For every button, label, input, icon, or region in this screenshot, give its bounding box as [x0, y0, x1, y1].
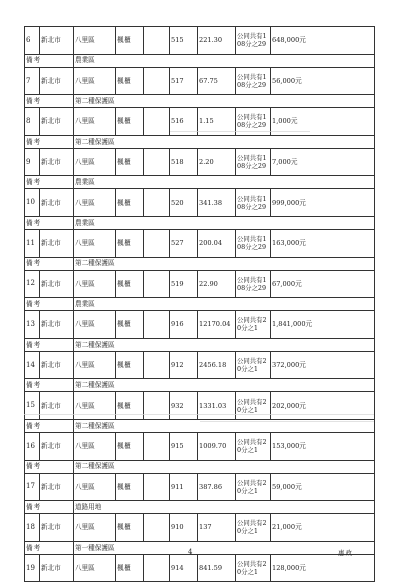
section-cell: 楓櫃 — [116, 311, 144, 339]
district-cell: 八里區 — [74, 148, 116, 176]
lot-number-cell: 519 — [170, 270, 198, 298]
district-cell: 八里區 — [74, 270, 116, 298]
lot-number-cell: 517 — [170, 67, 198, 95]
price-cell: 67,000元 — [271, 270, 375, 298]
scan-streak — [24, 414, 374, 415]
area-cell: 841.59 — [198, 554, 236, 582]
price-cell: 7,000元 — [271, 148, 375, 176]
subsection-cell — [144, 473, 170, 501]
row-number: 18 — [25, 514, 40, 542]
note-row — [25, 379, 375, 392]
section-cell: 楓櫃 — [116, 27, 144, 55]
district-cell: 八里區 — [74, 473, 116, 501]
ownership-share-cell: 公同共有108分之29 — [236, 229, 271, 257]
lot-number-cell: 911 — [170, 473, 198, 501]
land-parcel-table — [24, 26, 375, 582]
subsection-cell — [144, 270, 170, 298]
row-number: 13 — [25, 311, 40, 339]
district-cell: 八里區 — [74, 432, 116, 460]
table-row — [25, 514, 375, 542]
section-cell: 楓櫃 — [116, 392, 144, 420]
subsection-cell — [144, 392, 170, 420]
subsection-cell — [144, 27, 170, 55]
row-number: 9 — [25, 148, 40, 176]
ownership-share-cell: 公同共有20分之1 — [236, 311, 271, 339]
document-page — [24, 26, 374, 582]
city-cell: 新北市 — [40, 108, 74, 136]
note-value: 農業區 — [74, 298, 375, 311]
lot-number-cell: 518 — [170, 148, 198, 176]
ownership-share-cell: 公同共有20分之1 — [236, 514, 271, 542]
ownership-share-cell: 公同共有108分之29 — [236, 270, 271, 298]
note-value: 道路用地 — [74, 501, 375, 514]
area-cell: 1009.70 — [198, 432, 236, 460]
area-cell: 2.20 — [198, 148, 236, 176]
table-row — [25, 229, 375, 257]
lot-number-cell: 914 — [170, 554, 198, 582]
price-cell: 153,000元 — [271, 432, 375, 460]
table-row — [25, 148, 375, 176]
note-value: 第一種保護區 — [74, 541, 375, 554]
ownership-share-cell: 公同共有108分之29 — [236, 148, 271, 176]
note-label: 備考 — [25, 541, 74, 554]
note-row — [25, 460, 375, 473]
city-cell: 新北市 — [40, 148, 74, 176]
city-cell: 新北市 — [40, 473, 74, 501]
district-cell: 八里區 — [74, 554, 116, 582]
note-row — [25, 338, 375, 351]
section-cell: 楓櫃 — [116, 351, 144, 379]
district-cell: 八里區 — [74, 311, 116, 339]
section-cell: 楓櫃 — [116, 148, 144, 176]
ownership-share-cell: 公同共有108分之29 — [236, 27, 271, 55]
row-number: 6 — [25, 27, 40, 55]
table-row — [25, 554, 375, 582]
lot-number-cell: 916 — [170, 311, 198, 339]
lot-number-cell: 912 — [170, 351, 198, 379]
district-cell: 八里區 — [74, 189, 116, 217]
row-number: 14 — [25, 351, 40, 379]
table-row — [25, 351, 375, 379]
section-cell: 楓櫃 — [116, 108, 144, 136]
note-value: 農業區 — [74, 216, 375, 229]
subsection-cell — [144, 67, 170, 95]
subsection-cell — [144, 189, 170, 217]
city-cell: 新北市 — [40, 270, 74, 298]
note-value: 第二種保護區 — [74, 95, 375, 108]
note-value: 第二種保護區 — [74, 135, 375, 148]
note-row — [25, 135, 375, 148]
note-value: 第二種保護區 — [74, 379, 375, 392]
row-number: 7 — [25, 67, 40, 95]
row-number: 8 — [25, 108, 40, 136]
note-row — [25, 298, 375, 311]
note-label: 備考 — [25, 257, 74, 270]
subsection-cell — [144, 554, 170, 582]
section-cell: 楓櫃 — [116, 473, 144, 501]
lot-number-cell: 910 — [170, 514, 198, 542]
note-value: 農業區 — [74, 176, 375, 189]
price-cell: 1,000元 — [271, 108, 375, 136]
ownership-share-cell: 公同共有108分之29 — [236, 108, 271, 136]
district-cell: 八里區 — [74, 67, 116, 95]
price-cell: 56,000元 — [271, 67, 375, 95]
district-cell: 八里區 — [74, 392, 116, 420]
ownership-share-cell: 公同共有20分之1 — [236, 473, 271, 501]
section-cell: 楓櫃 — [116, 432, 144, 460]
table-row — [25, 392, 375, 420]
table-row — [25, 311, 375, 339]
city-cell: 新北市 — [40, 67, 74, 95]
lot-number-cell: 915 — [170, 432, 198, 460]
area-cell: 1.15 — [198, 108, 236, 136]
signature: 惠政 — [338, 549, 353, 557]
note-value: 第二種保護區 — [74, 419, 375, 432]
row-number: 15 — [25, 392, 40, 420]
city-cell: 新北市 — [40, 27, 74, 55]
ownership-share-cell: 公同共有20分之1 — [236, 554, 271, 582]
row-number: 11 — [25, 229, 40, 257]
area-cell: 387.86 — [198, 473, 236, 501]
page-number: 4 — [188, 548, 193, 556]
note-value: 第二種保護區 — [74, 338, 375, 351]
note-label: 備考 — [25, 419, 74, 432]
lot-number-cell: 515 — [170, 27, 198, 55]
district-cell: 八里區 — [74, 108, 116, 136]
note-label: 備考 — [25, 501, 74, 514]
price-cell: 999,000元 — [271, 189, 375, 217]
table-row — [25, 67, 375, 95]
price-cell: 59,000元 — [271, 473, 375, 501]
price-cell: 163,000元 — [271, 229, 375, 257]
subsection-cell — [144, 432, 170, 460]
note-label: 備考 — [25, 379, 74, 392]
note-label: 備考 — [25, 460, 74, 473]
note-row — [25, 501, 375, 514]
lot-number-cell: 520 — [170, 189, 198, 217]
area-cell: 137 — [198, 514, 236, 542]
note-value: 第二種保護區 — [74, 257, 375, 270]
city-cell: 新北市 — [40, 311, 74, 339]
scan-streak — [170, 131, 310, 132]
note-row — [25, 95, 375, 108]
ownership-share-cell: 公同共有20分之1 — [236, 351, 271, 379]
section-cell: 楓櫃 — [116, 554, 144, 582]
area-cell: 221.30 — [198, 27, 236, 55]
note-row — [25, 54, 375, 67]
area-cell: 1331.03 — [198, 392, 236, 420]
section-cell: 楓櫃 — [116, 270, 144, 298]
ownership-share-cell: 公同共有108分之29 — [236, 67, 271, 95]
section-cell: 楓櫃 — [116, 229, 144, 257]
table-row — [25, 432, 375, 460]
subsection-cell — [144, 514, 170, 542]
ownership-share-cell: 公同共有20分之1 — [236, 432, 271, 460]
district-cell: 八里區 — [74, 229, 116, 257]
price-cell: 128,000元 — [271, 554, 375, 582]
table-row — [25, 473, 375, 501]
price-cell: 202,000元 — [271, 392, 375, 420]
row-number: 17 — [25, 473, 40, 501]
district-cell: 八里區 — [74, 27, 116, 55]
city-cell: 新北市 — [40, 432, 74, 460]
subsection-cell — [144, 311, 170, 339]
row-number: 12 — [25, 270, 40, 298]
price-cell: 648,000元 — [271, 27, 375, 55]
section-cell: 楓櫃 — [116, 189, 144, 217]
price-cell: 21,000元 — [271, 514, 375, 542]
note-label: 備考 — [25, 338, 74, 351]
note-label: 備考 — [25, 298, 74, 311]
city-cell: 新北市 — [40, 554, 74, 582]
note-label: 備考 — [25, 176, 74, 189]
area-cell: 200.04 — [198, 229, 236, 257]
city-cell: 新北市 — [40, 229, 74, 257]
table-row — [25, 189, 375, 217]
row-number: 19 — [25, 554, 40, 582]
price-cell: 372,000元 — [271, 351, 375, 379]
scan-streak — [200, 421, 374, 422]
table-row — [25, 27, 375, 55]
note-row — [25, 257, 375, 270]
city-cell: 新北市 — [40, 514, 74, 542]
city-cell: 新北市 — [40, 189, 74, 217]
table-row — [25, 270, 375, 298]
note-label: 備考 — [25, 135, 74, 148]
ownership-share-cell: 公同共有20分之1 — [236, 392, 271, 420]
lot-number-cell: 527 — [170, 229, 198, 257]
section-cell: 楓櫃 — [116, 67, 144, 95]
note-value: 農業區 — [74, 54, 375, 67]
note-label: 備考 — [25, 95, 74, 108]
ownership-share-cell: 公同共有108分之29 — [236, 189, 271, 217]
area-cell: 67.75 — [198, 67, 236, 95]
subsection-cell — [144, 229, 170, 257]
row-number: 10 — [25, 189, 40, 217]
note-row — [25, 176, 375, 189]
note-row — [25, 216, 375, 229]
note-label: 備考 — [25, 54, 74, 67]
lot-number-cell: 516 — [170, 108, 198, 136]
section-cell: 楓櫃 — [116, 514, 144, 542]
note-value: 第二種保護區 — [74, 460, 375, 473]
area-cell: 341.38 — [198, 189, 236, 217]
subsection-cell — [144, 148, 170, 176]
area-cell: 22.90 — [198, 270, 236, 298]
city-cell: 新北市 — [40, 351, 74, 379]
subsection-cell — [144, 351, 170, 379]
row-number: 16 — [25, 432, 40, 460]
area-cell: 2456.18 — [198, 351, 236, 379]
price-cell: 1,841,000元 — [271, 311, 375, 339]
area-cell: 12170.04 — [198, 311, 236, 339]
city-cell: 新北市 — [40, 392, 74, 420]
district-cell: 八里區 — [74, 514, 116, 542]
lot-number-cell: 932 — [170, 392, 198, 420]
district-cell: 八里區 — [74, 351, 116, 379]
subsection-cell — [144, 108, 170, 136]
note-label: 備考 — [25, 216, 74, 229]
note-row — [25, 541, 375, 554]
